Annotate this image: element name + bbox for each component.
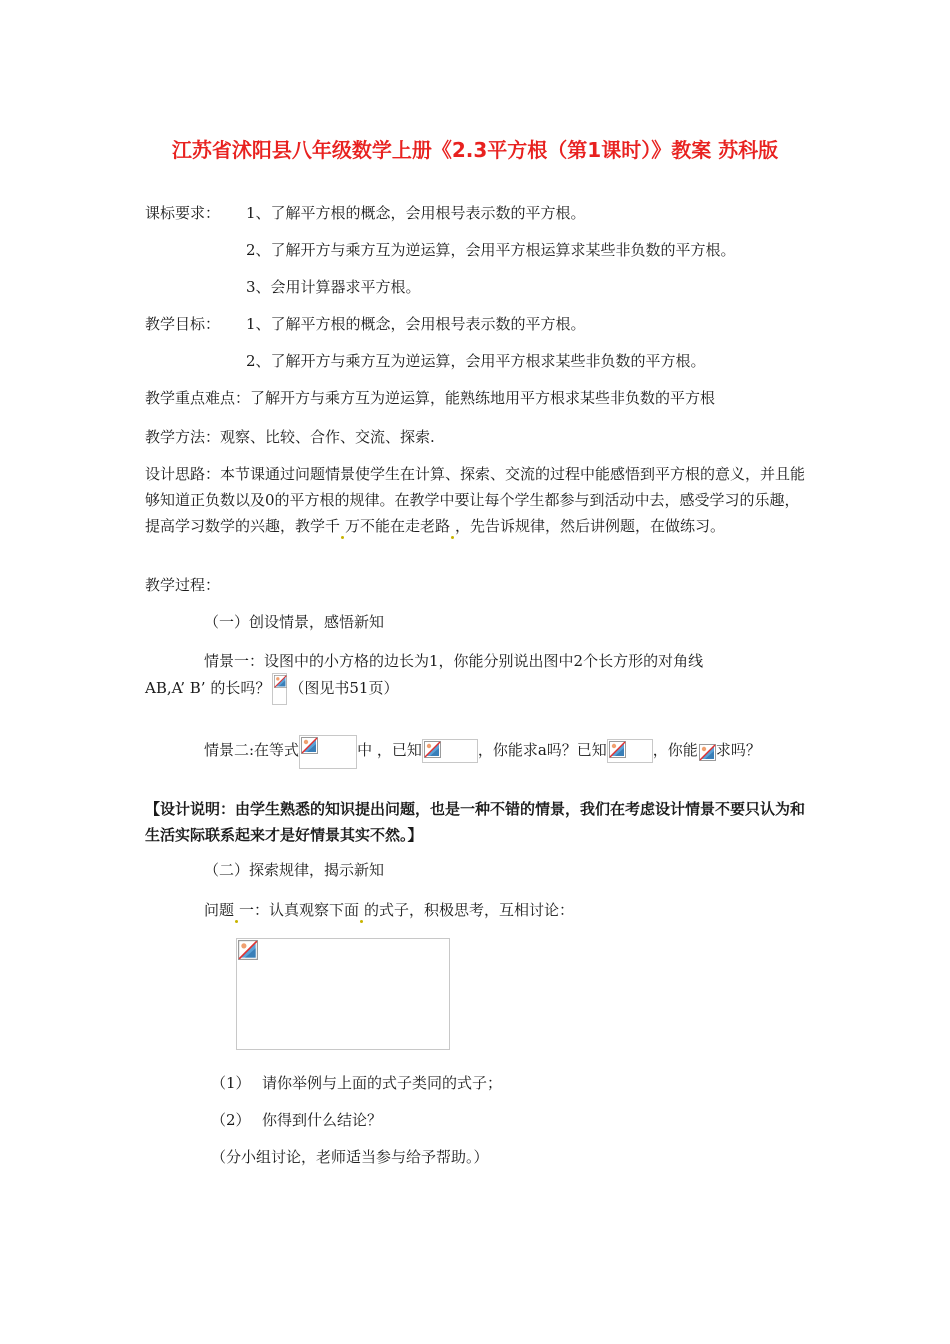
scene2-text-4: ，你能 xyxy=(652,741,698,759)
problem-one-a: 问题 xyxy=(204,901,235,919)
design-idea xyxy=(145,461,805,539)
document-title: 江苏省沭阳县八年级数学上册《2.3平方根（第1课时）》教案 苏科版 xyxy=(171,138,779,162)
equation-image-2 xyxy=(422,739,478,763)
scene2-text-2: 中 ，已知 xyxy=(357,741,422,759)
section1-heading: （一）创设情景，感悟新知 xyxy=(204,613,385,631)
problem-one-b: 一 xyxy=(239,901,255,919)
revision-mark xyxy=(235,920,238,923)
process-label: 教学过程： xyxy=(145,576,221,594)
design-idea-part3: ，先告诉规律，然后讲例题，在做练习。 xyxy=(455,517,726,535)
question-2-text: 你得到什么结论？ xyxy=(262,1111,383,1129)
broken-image-icon xyxy=(238,940,258,960)
broken-image-icon xyxy=(699,744,716,761)
broken-image-icon xyxy=(274,675,287,688)
question-2-number: （2） xyxy=(211,1111,251,1129)
key-points: 教学重点难点：了解开方与乘方互为逆运算，能熟练地用平方根求某些非负数的平方根 xyxy=(145,389,716,407)
formula-image xyxy=(236,938,450,1050)
problem-one-c: ：认真观察下面 xyxy=(254,901,360,919)
scene2-line xyxy=(204,735,761,769)
scene2-text-5: 求吗？ xyxy=(715,741,761,759)
scene1-line2 xyxy=(145,673,398,705)
requirement-item-2: 2、了解开方与乘方互为逆运算，会用平方根运算求某些非负数的平方根。 xyxy=(246,241,736,259)
grid-figure-image xyxy=(272,673,287,705)
objective-item-2: 2、了解开方与乘方互为逆运算，会用平方根求某些非负数的平方根。 xyxy=(246,352,706,370)
design-idea-part1: 设计思路：本节课通过问题情景使学生在计算、探索、交流的过程中能感悟到平方根的意义，并且能够知道正负数以及0的平方根的规律。在教学中要让每个学生都参与到活动中去，感受学习的乐趣，提高学习数学的兴趣，教学千 xyxy=(145,465,806,535)
scene1-question: AB,A’ B’ 的长吗？ xyxy=(145,679,271,697)
scene1-page-ref: （图见书51页） xyxy=(289,679,399,697)
teaching-methods: 教学方法：观察、比较、合作、交流、探索. xyxy=(145,428,435,446)
broken-image-icon xyxy=(609,741,626,758)
scene1-line1: 情景一：设图中的小方格的边长为1，你能分别说出图中2个长方形的对角线 xyxy=(204,652,704,670)
equation-image-1 xyxy=(299,735,357,769)
problem-one-d: 的式子，积极思考，互相讨论： xyxy=(364,901,575,919)
scene2-text-1: 情景二:在等式 xyxy=(204,741,300,759)
broken-image-icon xyxy=(301,737,318,754)
design-idea-part2: 万不能在走老路 xyxy=(345,517,451,535)
equation-image-4 xyxy=(698,743,716,763)
objectives-label: 教学目标： xyxy=(145,315,221,333)
question-1-text: 请你举例与上面的式子类同的式子； xyxy=(262,1074,503,1092)
question-1-number: （1） xyxy=(211,1074,251,1092)
requirements-label: 课标要求： xyxy=(145,204,221,222)
section2-heading: （二）探索规律，揭示新知 xyxy=(204,861,385,879)
group-discussion-note: （分小组讨论，老师适当参与给予帮助。） xyxy=(211,1148,489,1166)
revision-mark xyxy=(341,536,344,539)
design-note: 【设计说明：由学生熟悉的知识提出问题，也是一种不错的情景，我们在考虑设计情景不要只认为和生活实际联系起来才是好情景其实不然。】 xyxy=(145,800,806,844)
broken-image-icon xyxy=(424,741,441,758)
objective-item-1: 1、了解平方根的概念，会用根号表示数的平方根。 xyxy=(246,315,586,333)
requirement-item-3: 3、会用计算器求平方根。 xyxy=(246,278,421,296)
scene2-text-3: ，你能求a吗？已知 xyxy=(477,741,607,759)
problem-one xyxy=(204,897,574,923)
revision-mark xyxy=(451,536,454,539)
revision-mark xyxy=(360,920,363,923)
equation-image-3 xyxy=(607,739,653,763)
requirement-item-1: 1、了解平方根的概念，会用根号表示数的平方根。 xyxy=(246,204,586,222)
